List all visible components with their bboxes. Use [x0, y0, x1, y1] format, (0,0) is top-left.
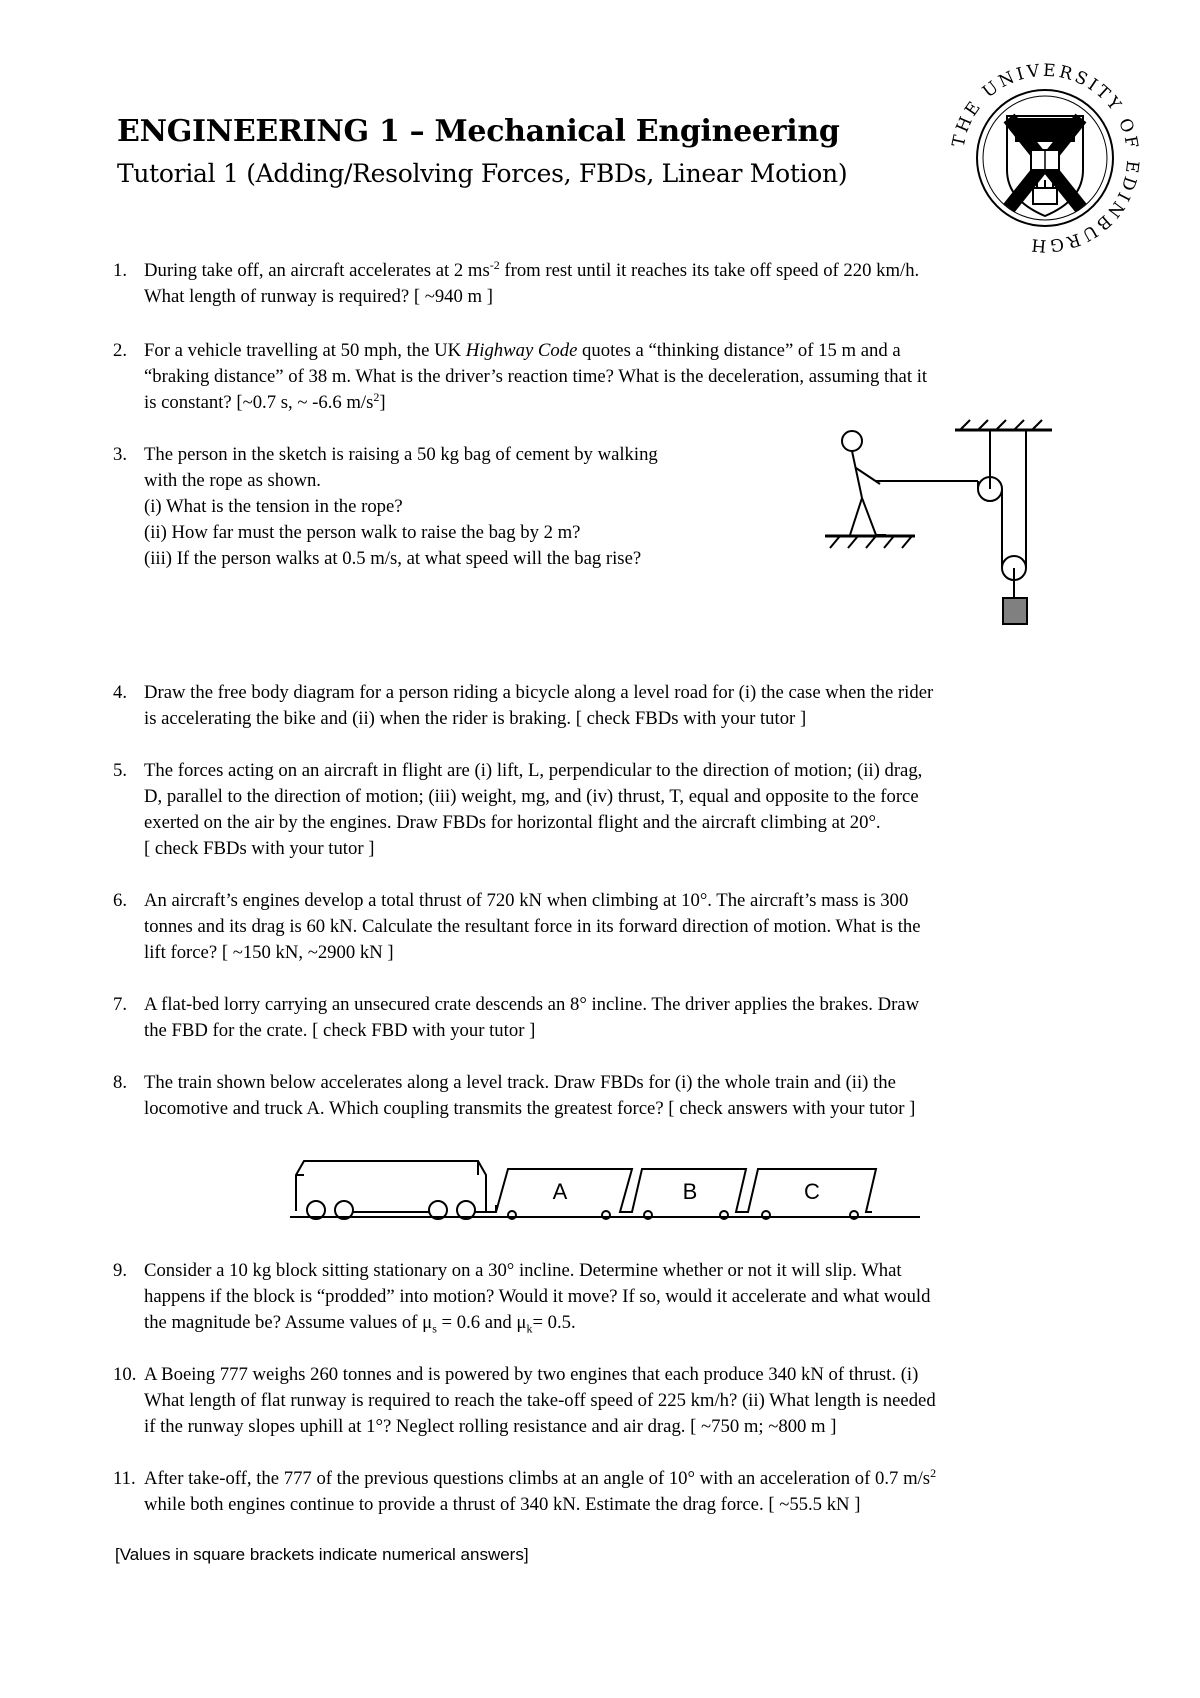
question-text: = 0.6 and μ: [436, 1312, 527, 1333]
question-4: [113, 680, 1123, 732]
question-number: 10.: [113, 1364, 137, 1385]
question-10: [113, 1362, 1123, 1440]
question-text: ]: [379, 392, 386, 413]
question-text: the magnitude be? Assume values of μ: [144, 1312, 433, 1333]
cement-bag: [1003, 598, 1027, 624]
question-number: 5.: [113, 760, 128, 781]
question-text: After take-off, the 777 of the previous questions climbs at an angle of 10° with an acceleration of 0.7 m/s: [144, 1468, 931, 1489]
question-text: while both engines continue to provide a thrust of 340 kN. Estimate the drag force. [ ~55.5 kN ]: [144, 1494, 861, 1515]
question-text: with the rope as shown.: [144, 470, 321, 491]
question-number: 1.: [113, 260, 128, 281]
question-text: exerted on the air by the engines. Draw FBDs for horizontal flight and the aircraft climbing at 20°.: [144, 812, 881, 833]
question-number: 6.: [113, 890, 128, 911]
question-text: The person in the sketch is raising a 50 kg bag of cement by walking: [144, 444, 658, 465]
question-text: locomotive and truck A. Which coupling transmits the greatest force? [ check answers with your tutor ]: [144, 1098, 916, 1119]
question-number: 2.: [113, 340, 128, 361]
question-text: During take off, an aircraft accelerates at 2 ms: [144, 260, 490, 281]
question-6: [113, 888, 1123, 966]
question-text: from rest until it reaches its take off speed of 220 km/h.: [499, 260, 920, 281]
question-number: 4.: [113, 682, 128, 703]
question-text: D, parallel to the direction of motion; (iii) weight, mg, and (iv) thrust, T, equal and opposite to the force: [144, 786, 919, 807]
question-text: if the runway slopes uphill at 1°? Neglect rolling resistance and air drag. [ ~750 m; ~800 m ]: [144, 1416, 837, 1437]
superscript: -2: [489, 257, 500, 272]
question-text: What length of runway is required? [ ~940 m ]: [144, 286, 493, 307]
question-text: A Boeing 777 weighs 260 tonnes and is powered by two engines that each produce 340 kN of thrust. (i): [144, 1364, 919, 1385]
question-text: The forces acting on an aircraft in flight are (i) lift, L, perpendicular to the direction of motion; (ii) drag,: [144, 760, 923, 781]
question-7: [113, 992, 1123, 1044]
pulley-sketch: [820, 418, 1070, 658]
question-text: Consider a 10 kg block sitting stationary on a 30° incline. Determine whether or not it will slip. What: [144, 1260, 902, 1281]
question-5: [113, 758, 1123, 862]
question-text: is constant? [~0.7 s, ~ -6.6 m/s: [144, 392, 374, 413]
question-text: An aircraft’s engines develop a total thrust of 720 kN when climbing at 10°. The aircraft’s mass is 300: [144, 890, 909, 911]
truck-a-label: A: [552, 1179, 568, 1204]
superscript: 2: [930, 1465, 937, 1480]
footnote: [Values in square brackets indicate numerical answers]: [115, 1545, 529, 1564]
question-text: For a vehicle travelling at 50 mph, the UK: [144, 340, 466, 361]
question-2: [113, 338, 1123, 416]
crest-ring-text: THE UNIVERSITY OF EDINBURGH: [948, 60, 1143, 256]
question-text: happens if the block is “prodded” into motion? Would it move? If so, would it accelerate and what would: [144, 1286, 931, 1307]
subscript: s: [432, 1321, 437, 1336]
question-text: Draw the free body diagram for a person riding a bicycle along a level road for (i) the case when the rider: [144, 682, 934, 703]
question-number: 8.: [113, 1072, 128, 1093]
truck-c-label: C: [804, 1179, 820, 1204]
question-number: 3.: [113, 444, 128, 465]
question-text: tonnes and its drag is 60 kN. Calculate the resultant force in its forward direction of motion. What is the: [144, 916, 921, 937]
truck-b-label: B: [682, 1179, 698, 1204]
question-text: The train shown below accelerates along a level track. Draw FBDs for (i) the whole train and (ii) the: [144, 1072, 896, 1093]
question-text: the FBD for the crate. [ check FBD with your tutor ]: [144, 1020, 536, 1041]
highway-code-title: Highway Code: [465, 340, 578, 361]
question-text: “braking distance” of 38 m. What is the driver’s reaction time? What is the deceleration, assuming that it: [144, 366, 928, 387]
superscript: 2: [373, 389, 380, 404]
question-text: What length of flat runway is required to reach the take-off speed of 225 km/h? (ii) What length is needed: [144, 1390, 936, 1411]
train-sketch: [290, 1155, 930, 1225]
question-11: [113, 1466, 1123, 1518]
document-title: ENGINEERING 1 – Mechanical Engineering: [117, 114, 840, 149]
question-text: [ check FBDs with your tutor ]: [144, 838, 375, 859]
question-text: lift force? [ ~150 kN, ~2900 kN ]: [144, 942, 394, 963]
question-text: (iii) If the person walks at 0.5 m/s, at what speed will the bag rise?: [144, 548, 642, 569]
question-text: (ii) How far must the person walk to raise the bag by 2 m?: [144, 522, 581, 543]
document-subtitle: Tutorial 1 (Adding/Resolving Forces, FBDs, Linear Motion): [117, 159, 848, 188]
question-number: 9.: [113, 1260, 128, 1281]
question-text: = 0.5.: [532, 1312, 576, 1333]
question-9: [113, 1258, 1123, 1336]
question-number: 7.: [113, 994, 128, 1015]
question-number: 11.: [113, 1468, 136, 1489]
question-1: [113, 258, 1123, 310]
university-crest-icon: [945, 58, 1145, 258]
question-text: (i) What is the tension in the rope?: [144, 496, 403, 517]
question-8: [113, 1070, 1123, 1122]
question-text: A flat-bed lorry carrying an unsecured crate descends an 8° incline. The driver applies the brakes. Draw: [144, 994, 920, 1015]
subscript: k: [526, 1321, 533, 1336]
question-text: quotes a “thinking distance” of 15 m and a: [577, 340, 901, 361]
question-text: is accelerating the bike and (ii) when the rider is braking. [ check FBDs with your tutor ]: [144, 708, 807, 729]
